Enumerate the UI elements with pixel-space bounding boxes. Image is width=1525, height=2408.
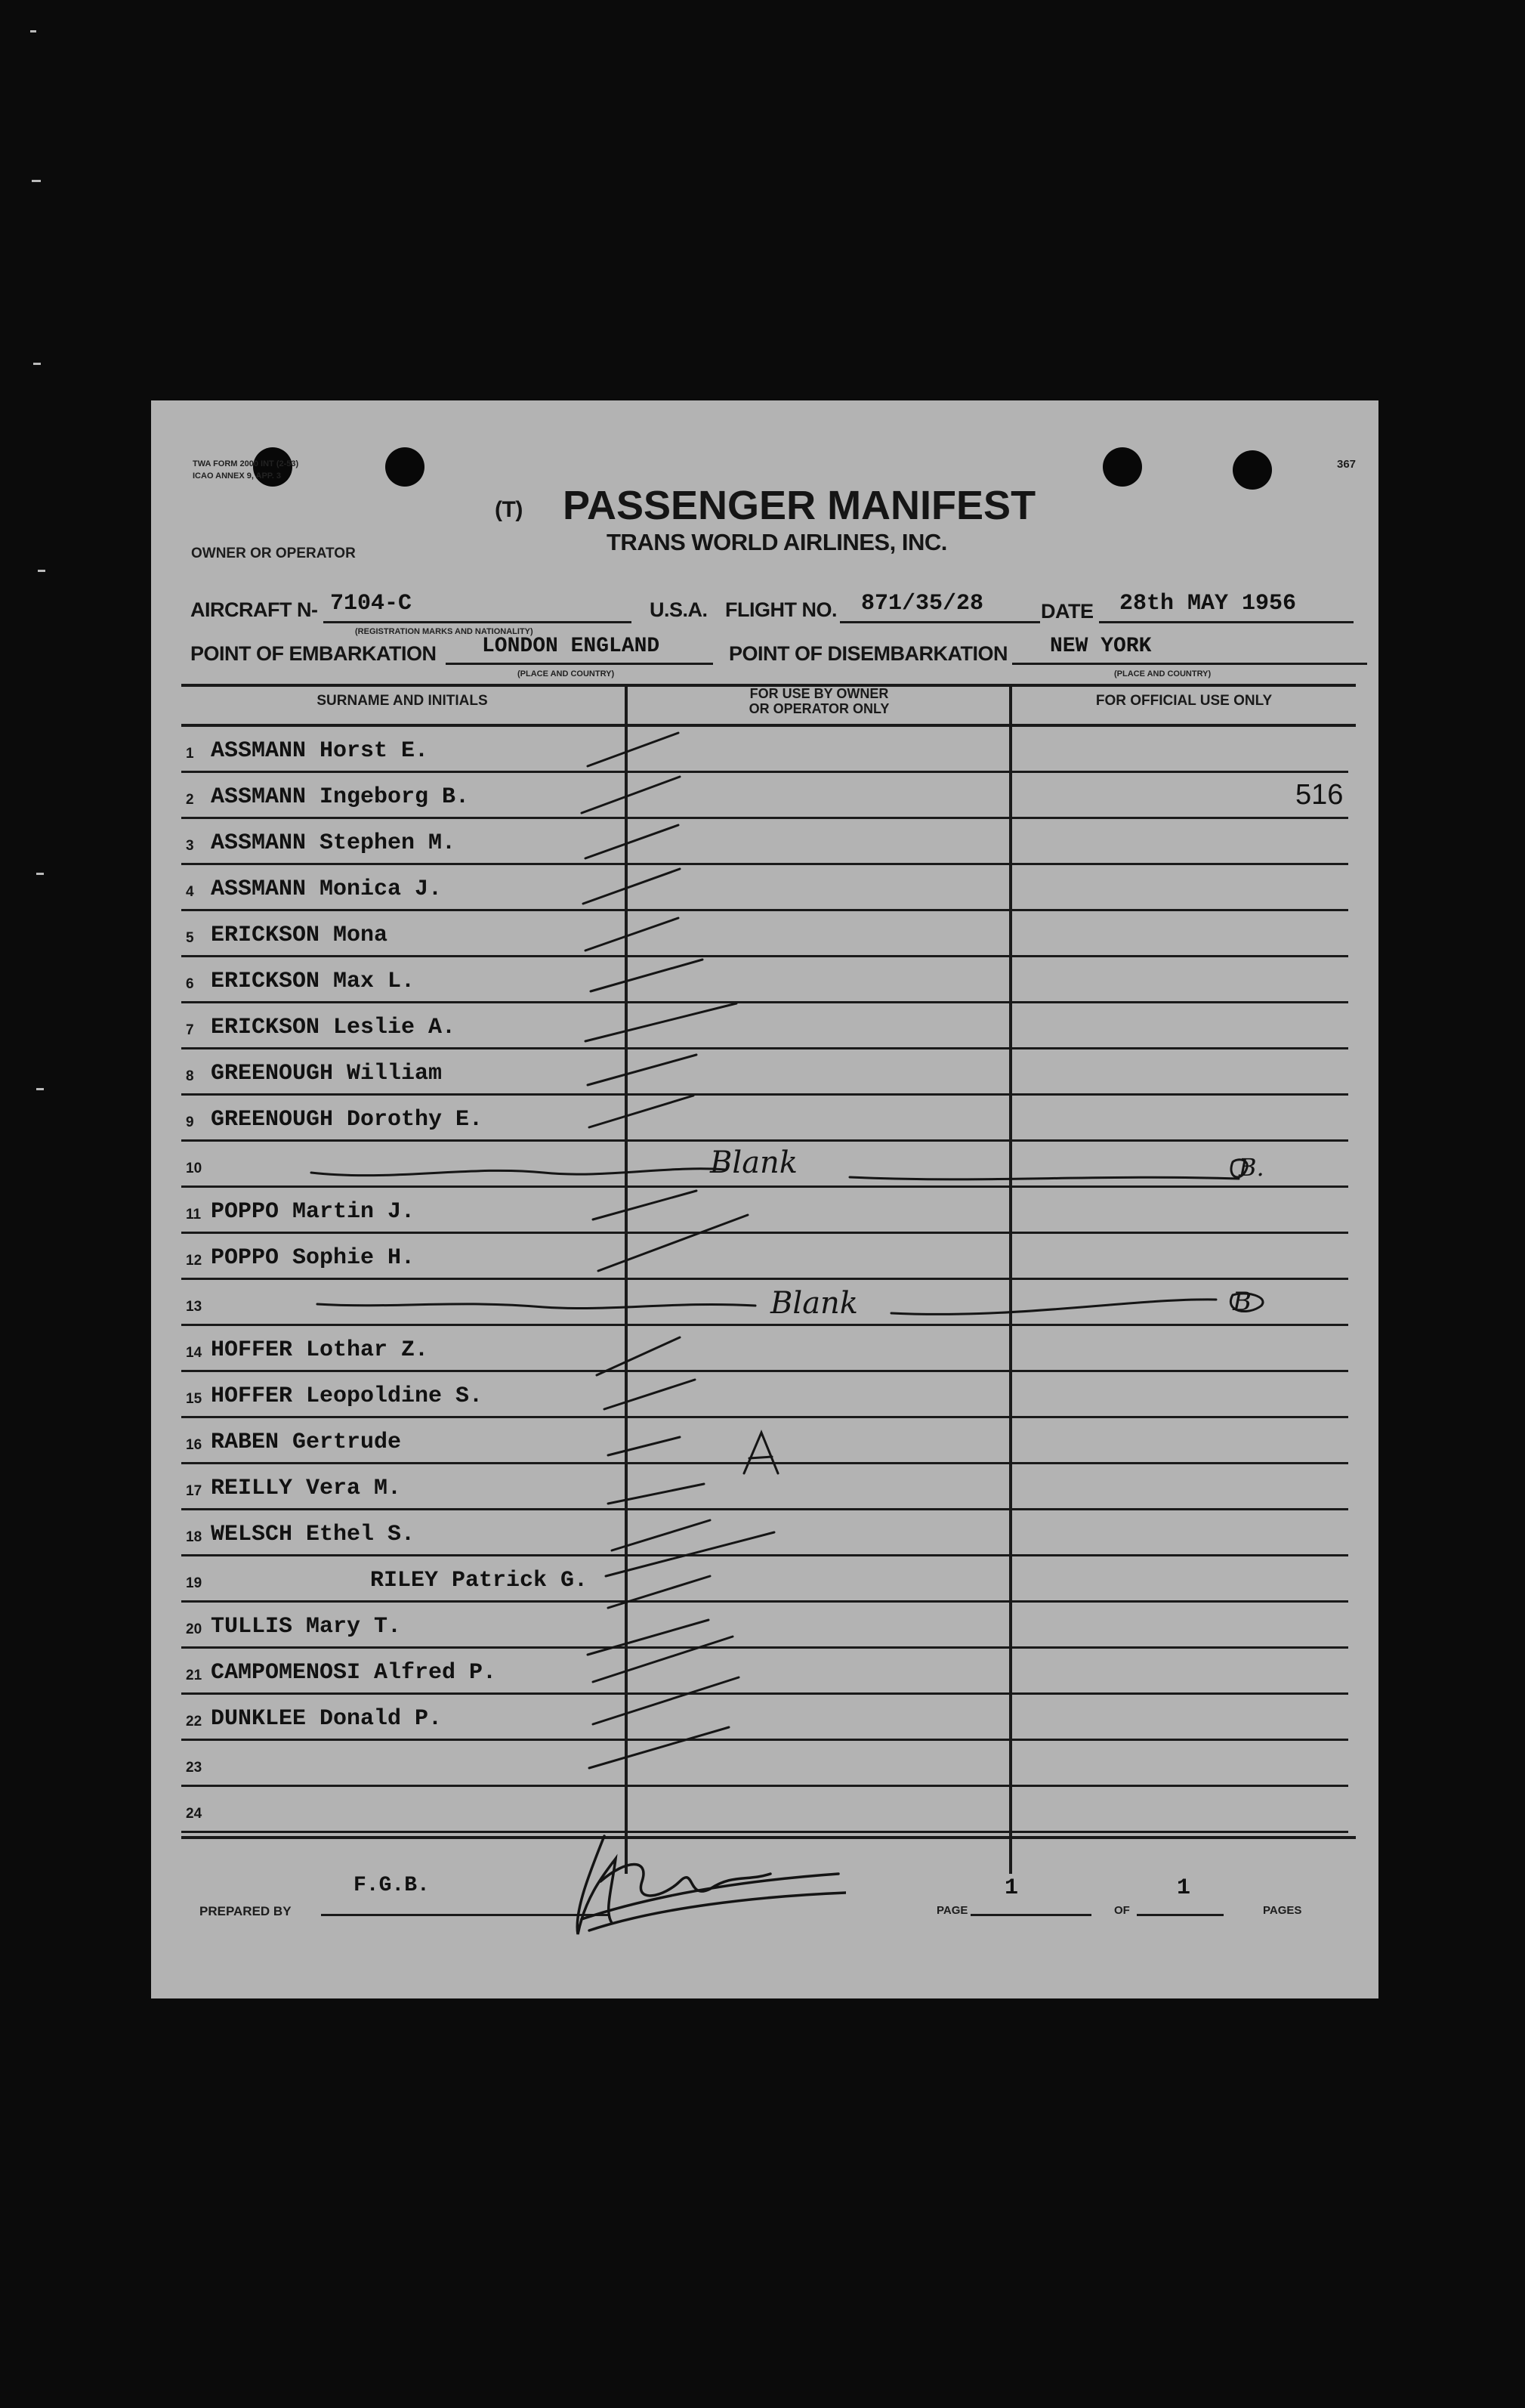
- passenger-name: CAMPOMENOSI Alfred P.: [211, 1660, 497, 1686]
- passenger-name: GREENOUGH Dorothy E.: [211, 1107, 483, 1133]
- date-label: DATE: [1041, 600, 1094, 623]
- passenger-name: ASSMANN Monica J.: [211, 876, 443, 902]
- row-number: 14: [186, 1345, 202, 1361]
- row-number: 9: [186, 1114, 194, 1130]
- row-number: 17: [186, 1483, 202, 1499]
- row-number: 20: [186, 1621, 202, 1637]
- passenger-name: ASSMANN Ingeborg B.: [211, 784, 470, 810]
- blank-line-stroke: [891, 1300, 1216, 1315]
- row-number: 8: [186, 1068, 194, 1084]
- column-header-surname: SURNAME AND INITIALS: [316, 693, 488, 709]
- icao-annex: ICAO ANNEX 9, APP. 3: [193, 471, 281, 481]
- pen-check-stroke: [588, 1055, 696, 1085]
- row-number: 12: [186, 1253, 202, 1269]
- row-number: 2: [186, 792, 194, 808]
- flight-value: 871/35/28: [861, 591, 984, 617]
- aircraft-value: 7104-C: [330, 591, 412, 617]
- blank-line-stroke: [311, 1169, 725, 1176]
- scan-speck: [32, 180, 41, 182]
- passenger-name: RILEY Patrick G.: [370, 1568, 588, 1593]
- pen-check-stroke: [585, 825, 678, 858]
- column-header-owner-line-2: OR OPERATOR ONLY: [749, 701, 890, 716]
- initial-a-stroke: [744, 1433, 778, 1473]
- title-prefix: (T): [495, 497, 523, 522]
- row-number: 3: [186, 838, 194, 854]
- prepared-by-initials: F.G.B.: [353, 1874, 430, 1897]
- page-title: PASSENGER MANIFEST: [563, 483, 1036, 528]
- row-number: 16: [186, 1437, 202, 1453]
- date-value: 28th MAY 1956: [1119, 591, 1297, 617]
- pen-check-stroke: [588, 733, 678, 766]
- row-number: 23: [186, 1760, 202, 1776]
- passenger-name: ASSMANN Stephen M.: [211, 830, 456, 856]
- passenger-name: ERICKSON Leslie A.: [211, 1015, 456, 1040]
- passenger-name: REILLY Vera M.: [211, 1476, 402, 1501]
- pen-check-stroke: [583, 869, 680, 904]
- pen-check-stroke: [598, 1215, 748, 1271]
- official-use-value: 516: [1295, 779, 1344, 811]
- pen-check-stroke: [593, 1637, 733, 1682]
- passenger-name: ERICKSON Mona: [211, 923, 388, 948]
- pen-check-stroke: [597, 1337, 680, 1375]
- of-value: 1: [1177, 1875, 1191, 1901]
- scan-speck: [33, 363, 41, 365]
- registration-caption: (REGISTRATION MARKS AND NATIONALITY): [355, 627, 533, 636]
- row-number: 13: [186, 1299, 202, 1315]
- passenger-name: WELSCH Ethel S.: [211, 1522, 415, 1547]
- pen-check-stroke: [593, 1677, 739, 1724]
- disembarkation-label: POINT OF DISEMBARKATION: [729, 642, 1008, 665]
- scan-speck: [36, 873, 44, 875]
- pen-check-stroke: [606, 1532, 774, 1576]
- pen-check-stroke: [608, 1576, 710, 1608]
- embarkation-value: LONDON ENGLAND: [482, 635, 660, 658]
- manifest-page: [151, 400, 1378, 1998]
- embarkation-caption: (PLACE AND COUNTRY): [517, 669, 615, 679]
- blank-annotation: Blank: [770, 1286, 859, 1321]
- row-number: 19: [186, 1575, 202, 1591]
- passenger-name: ASSMANN Horst E.: [211, 738, 429, 764]
- pen-check-stroke: [585, 1003, 736, 1041]
- page-underline: [971, 1914, 1091, 1916]
- passenger-name: HOFFER Leopoldine S.: [211, 1383, 483, 1409]
- passenger-name: RABEN Gertrude: [211, 1430, 402, 1455]
- pen-check-stroke: [591, 960, 702, 991]
- scan-speck: [38, 570, 45, 572]
- airline-name: TRANS WORLD AIRLINES, INC.: [607, 529, 947, 555]
- pen-check-stroke: [582, 777, 680, 813]
- pen-check-stroke: [608, 1437, 680, 1455]
- disembarkation-value: NEW YORK: [1050, 635, 1152, 658]
- pen-check-stroke: [589, 1727, 729, 1768]
- owner-operator-label: OWNER OR OPERATOR: [191, 546, 356, 561]
- row-number: 4: [186, 884, 194, 900]
- of-underline: [1137, 1914, 1224, 1916]
- row-number: 24: [186, 1806, 202, 1822]
- row-number: 11: [186, 1207, 202, 1223]
- initial-annotation: B: [1233, 1287, 1252, 1317]
- flight-label: FLIGHT NO.: [725, 598, 837, 621]
- form-code: TWA FORM 2000 INT (2-53): [193, 459, 299, 468]
- passenger-name: POPPO Sophie H.: [211, 1245, 415, 1271]
- column-header-owner-line-1: FOR USE BY OWNER: [749, 686, 889, 701]
- row-number: 22: [186, 1714, 202, 1729]
- blank-annotation: Blank: [710, 1145, 798, 1180]
- blank-line-stroke: [850, 1177, 1239, 1179]
- row-number: 21: [186, 1668, 202, 1683]
- handwritten-marks: [151, 400, 1378, 1998]
- pen-check-stroke: [585, 918, 678, 951]
- scan-speck: [36, 1088, 44, 1090]
- passenger-name: TULLIS Mary T.: [211, 1614, 402, 1640]
- of-label: OF: [1114, 1904, 1130, 1917]
- column-header-official: FOR OFFICIAL USE ONLY: [1095, 693, 1273, 709]
- initial-annotation: B.: [1239, 1153, 1264, 1182]
- passenger-name: GREENOUGH William: [211, 1061, 443, 1087]
- corner-page-number: 367: [1337, 458, 1357, 471]
- row-number: 15: [186, 1391, 202, 1407]
- passenger-name: DUNKLEE Donald P.: [211, 1706, 443, 1732]
- page-value: 1: [1005, 1875, 1019, 1901]
- pen-check-stroke: [589, 1096, 693, 1127]
- scan-speck: [30, 30, 36, 32]
- signature-image: [559, 1828, 846, 1942]
- pen-check-stroke: [604, 1380, 695, 1409]
- prepared-by-label: PREPARED BY: [199, 1904, 292, 1918]
- pen-check-stroke: [612, 1520, 710, 1550]
- pen-check-stroke: [593, 1191, 696, 1219]
- usa-label: U.S.A.: [650, 598, 708, 621]
- row-number: 10: [186, 1161, 202, 1176]
- row-number: 7: [186, 1022, 194, 1038]
- row-number: 18: [186, 1529, 202, 1545]
- row-number: 5: [186, 930, 194, 946]
- blank-line-stroke: [317, 1304, 755, 1309]
- embarkation-label: POINT OF EMBARKATION: [190, 642, 437, 665]
- aircraft-label: AIRCRAFT N-: [190, 598, 318, 621]
- passenger-name: ERICKSON Max L.: [211, 969, 415, 994]
- passenger-name: HOFFER Lothar Z.: [211, 1337, 429, 1363]
- pen-check-stroke: [608, 1484, 704, 1504]
- pages-label: PAGES: [1263, 1904, 1302, 1917]
- page-label: PAGE: [937, 1904, 968, 1917]
- row-number: 1: [186, 746, 194, 762]
- passenger-name: POPPO Martin J.: [211, 1199, 415, 1225]
- disembarkation-caption: (PLACE AND COUNTRY): [1114, 669, 1212, 679]
- row-number: 6: [186, 976, 194, 992]
